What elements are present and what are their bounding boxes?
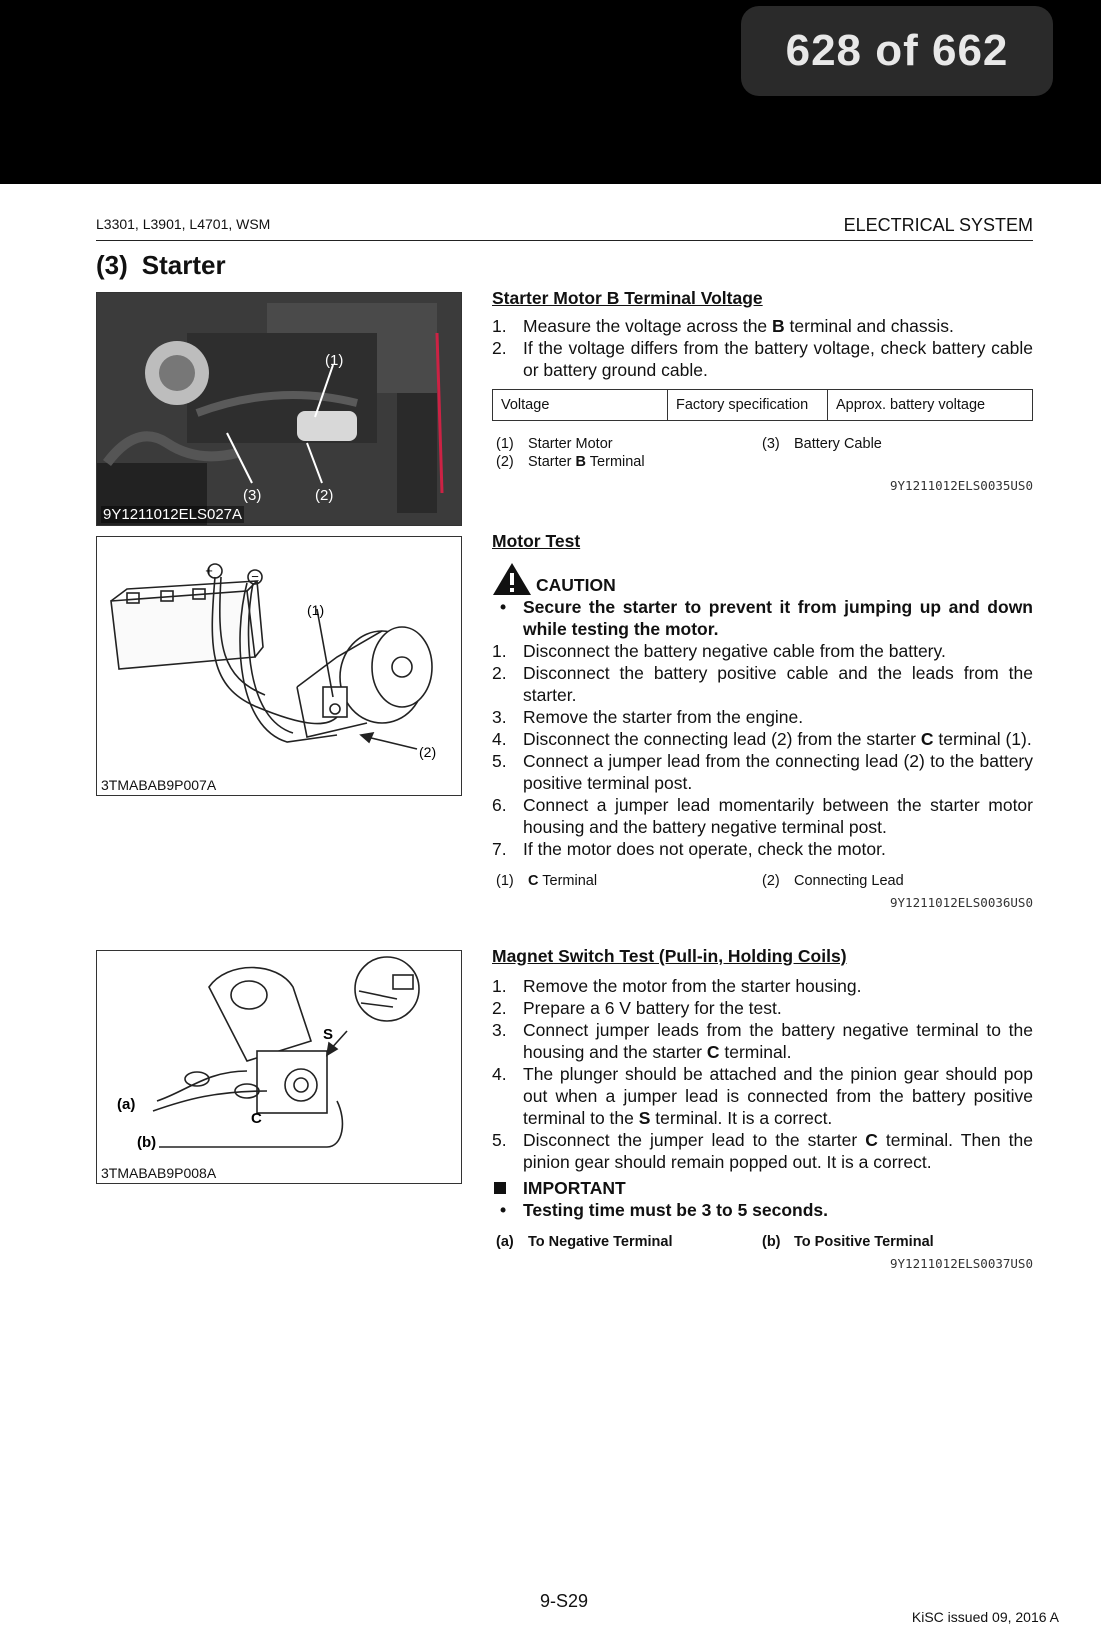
important-text: • Testing time must be 3 to 5 seconds.: [500, 1200, 829, 1220]
fig1-caption: 9Y1211012ELS027A: [103, 506, 243, 523]
issue-note: KiSC issued 09, 2016 A: [911, 1609, 1059, 1625]
doc-code: 9Y1211012ELS0037US0: [890, 1256, 1033, 1271]
list-item: 5. Connect a jumper lead from the connecting lead (2) to the battery positive terminal post.: [492, 751, 1033, 793]
list-item: 2. If the voltage differs from the battery voltage, check battery cable or battery ground cable.: [492, 338, 1033, 380]
viewer-top-bar: [0, 0, 1101, 184]
magnet-switch-section: [492, 945, 1033, 1275]
section-number: (3): [96, 250, 128, 280]
legend-item: (1) C Terminal: [496, 873, 598, 889]
fig2-plus-label: +: [205, 563, 213, 578]
legend-item: (a) To Negative Terminal: [496, 1234, 673, 1250]
table-row: [493, 390, 1033, 421]
list-item: 5. Disconnect the jumper lead to the starter C terminal. Then the pinion gear should remain popped out. It is a correct.: [492, 1130, 1033, 1172]
b-terminal-title: Starter Motor B Terminal Voltage: [492, 288, 763, 308]
motor-test-steps: [492, 640, 1033, 860]
section-title: [96, 250, 226, 281]
voltage-spec-table: [492, 389, 1033, 421]
list-item: 4. Disconnect the connecting lead (2) from the starter C terminal (1).: [492, 729, 1032, 749]
fig2-callout-2: (2): [419, 744, 437, 760]
fig1-callout-2: (2): [315, 487, 334, 504]
table-cell: Approx. battery voltage: [828, 390, 1033, 421]
caution-label: CAUTION: [536, 575, 616, 595]
legend-item: (3) Battery Cable: [762, 436, 882, 452]
important-block: [492, 1177, 1033, 1199]
header-chapter: ELECTRICAL SYSTEM: [843, 215, 1033, 235]
list-item: 6. Connect a jumper lead momentarily between the starter motor housing and the battery negative terminal post.: [492, 795, 1033, 837]
motor-test-figure: [96, 536, 462, 796]
magnet-switch-illustration: [97, 951, 461, 1183]
legend-item: (2) Connecting Lead: [762, 873, 904, 889]
motor-test-title: Motor Test: [492, 531, 581, 551]
list-item: 4. The plunger should be attached and the pinion gear should pop out when a jumper lead is connected from the battery positive terminal to the S terminal. It is a correct.: [492, 1064, 1033, 1128]
fig1-callout-3: (3): [243, 487, 262, 504]
table-cell: Voltage: [493, 390, 668, 421]
list-item: 2. Disconnect the battery positive cable and the leads from the starter.: [492, 663, 1033, 705]
important-label: IMPORTANT: [523, 1178, 626, 1198]
motor-test-illustration: [97, 537, 461, 795]
magnet-switch-legend: [492, 1233, 1033, 1251]
motor-test-section: [492, 530, 1033, 914]
square-bullet-icon: [494, 1182, 506, 1194]
fig3-callout-s: S: [323, 1026, 334, 1043]
list-item: 1. Remove the motor from the starter housing.: [492, 976, 862, 996]
fig3-callout-a: (a): [117, 1096, 136, 1113]
table-cell: Factory specification: [668, 390, 828, 421]
header-model: L3301, L3901, L4701, WSM: [96, 216, 271, 232]
list-item: 1. Disconnect the battery negative cable from the battery.: [492, 641, 946, 661]
fig3-callout-b: (b): [137, 1134, 157, 1151]
list-item: 3. Connect jumper leads from the battery negative terminal to the housing and the starter C terminal.: [492, 1020, 1033, 1062]
magnet-switch-figure: [96, 950, 462, 1184]
caution-text: • Secure the starter to prevent it from jumping up and down while testing the motor.: [500, 597, 1033, 639]
fig1-callout-1: (1): [325, 352, 344, 369]
fig2-callout-1: (1): [307, 602, 325, 618]
list-item: 1. Measure the voltage across the B terminal and chassis.: [492, 316, 954, 336]
magnet-switch-title: Magnet Switch Test (Pull-in, Holding Coils): [492, 946, 847, 966]
legend-item: (2) Starter B Terminal: [496, 454, 645, 470]
list-item: 7. If the motor does not operate, check the motor.: [492, 839, 886, 859]
engine-photo-illustration: [97, 293, 461, 525]
warning-icon: [492, 562, 532, 596]
list-item: 3. Remove the starter from the engine.: [492, 707, 804, 727]
fig2-minus-label: −: [251, 569, 259, 584]
legend-item: (b) To Positive Terminal: [762, 1234, 934, 1250]
motor-test-legend: [492, 872, 1033, 890]
magnet-switch-steps: [492, 975, 1033, 1173]
fig2-caption: 3TMABAB9P007A: [101, 777, 217, 793]
legend-item: (1) Starter Motor: [496, 436, 613, 452]
list-item: 2. Prepare a 6 V battery for the test.: [492, 998, 782, 1018]
fig3-caption: 3TMABAB9P008A: [101, 1165, 217, 1181]
page-counter: 628 of 662: [741, 6, 1053, 96]
doc-code: 9Y1211012ELS0036US0: [890, 895, 1033, 910]
section-name: Starter: [141, 250, 226, 280]
b-terminal-section: [492, 287, 1033, 497]
b-terminal-steps: [492, 315, 1033, 381]
b-terminal-legend: [492, 435, 1033, 473]
engine-photo-figure: [96, 292, 462, 526]
fig3-callout-c: C: [251, 1110, 262, 1127]
caution-block: [492, 562, 1033, 596]
page-number: 9-S29: [540, 1591, 589, 1611]
header-rule: [96, 240, 1033, 241]
doc-code: 9Y1211012ELS0035US0: [890, 478, 1033, 493]
